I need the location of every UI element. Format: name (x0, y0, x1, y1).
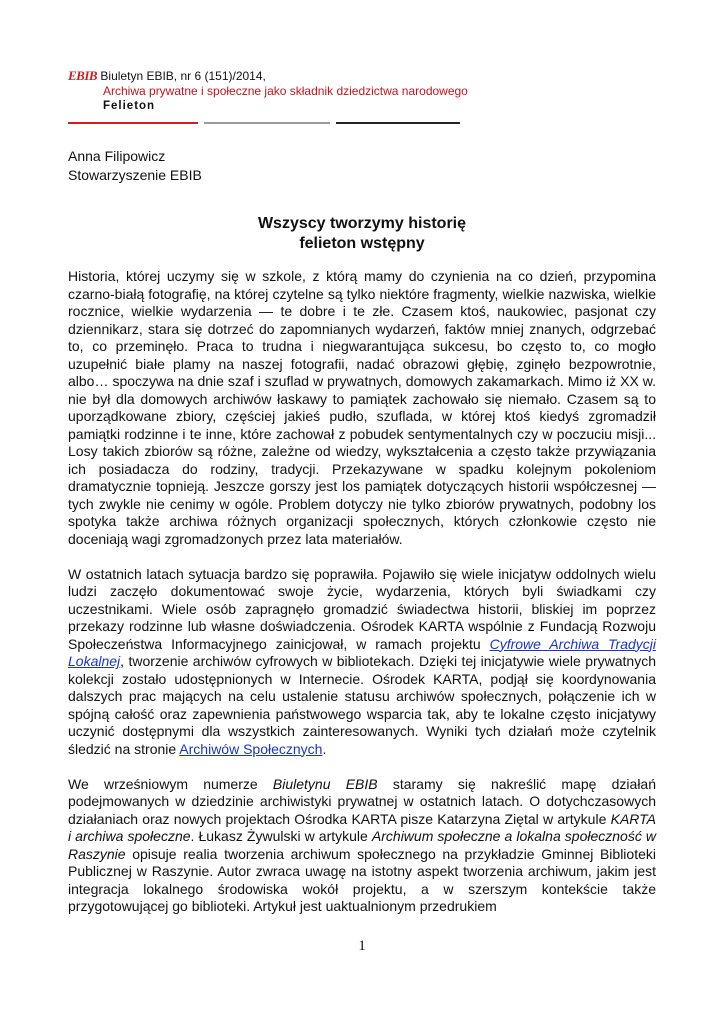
ebib-logo: EBIB (68, 68, 98, 83)
article-title (0, 214, 724, 254)
title-line1: Wszyscy tworzymy historię (257, 215, 467, 232)
article-body (68, 268, 656, 933)
section-label: Felieton (103, 100, 156, 112)
author-affiliation: Stowarzyszenie EBIB (68, 167, 202, 183)
header-rule-dark (336, 122, 460, 124)
link-cyfrowe-archiwa[interactable]: Cyfrowe Archiwa Tradycji Lokalnej (68, 635, 656, 669)
bulletin-issue: Biuletyn EBIB, nr 6 (151)/2014, (100, 69, 266, 83)
title-line2: felieton wstępny (299, 235, 425, 252)
paragraph-1: Historia, której uczymy się w szkole, z którą mamy do czynienia na co dzień, przypomina czarno-białą fotografię, na której czytelne są tylko niektóre fragmenty, wielkie nazwiska, wielkie rocznice, wielkie wydarzenia — te dobre i te złe. Czasem ktoś, naukowiec, pasjonat czy dziennikarz, stara się dotrzeć do zapomnianych wydarzeń, faktów mniej znanych, odgrzebać to, co przeminęło. Praca to trudna i niegwarantująca sukcesu, bo często to, co mogło uzupełnić białe plamy na naszej fotografii, nadać obrazowi głębię, zginęło bezpowrotnie, albo… spoczywa na dnie szaf i szuflad w prywatnych, domowych zakamarkach. Mimo iż XX w. nie był dla domowych archiwów łaskawy to pamiątek zachowało się niemało. Czasem są to uporządkowane zbiory, częściej jakieś pudło, szuflada, w której ktoś kiedyś zgromadził pamiątki rodzinne i te inne, które zachował z pobudek sentymentalnych czy w poczuciu misji... Losy takich zbiorów są różne, zależne od wiedzy, wykształcenia a często także przywiązania ich posiadacza do rodziny, tradycji. Przekazywane w spadku kolejnym pokoleniom dramatycznie topnieją. Jeszcze gorszy jest los pamiątek dotyczących historii współczesnej — tych zwykle nie cenimy w ogóle. Problem dotyczy nie tylko zbiorów prywatnych, podobny los spotyka także archiwa różnych organizacji społecznych, których członkowie często nie doceniają wagi zgromadzonych przez lata materiałów. (68, 268, 656, 547)
header-line1 (68, 68, 668, 84)
header-rule-red (68, 122, 198, 124)
document-header (68, 68, 668, 114)
paragraph-2: W ostatnich latach sytuacja bardzo się poprawiła. Pojawiło się wiele inicjatyw oddolnych wielu ludzi zaczęło dokumentować swoje życie, wydarzenia, których byli świadkami czy uczestnikami. Wiele osób zapragnęło gromadzić świadectwa historii, bliskiej im poprzez przekazy rodzinne lub własne doświadczenia. Ośrodek KARTA wspólnie z Fundacją Rozwoju Społeczeństwa Informacyjnego zainicjował, w ramach projektu Cyfrowe Archiwa Tradycji Lokalnej, tworzenie archiwów cyfrowych w bibliotekach. Dzięki tej inicjatywie wiele prywatnych kolekcji zostało udostępnionych w Internecie. Ośrodek KARTA, podjął się koordynowania dalszych prac mających na celu ustalenie statusu archiwów społecznych, połączenie ich w spójną całość oraz zapewnienia państwowego wsparcia tak, aby te lokalne często inicjatywy uczynić dostępnymi dla wszystkich zainteresowanych. Wyniki tych działań może czytelnik śledzić na stronie Archiwów Społecznych. (68, 565, 656, 757)
paragraph-3: We wrześniowym numerze Biuletynu EBIB staramy się nakreślić mapę działań podejmowanych w dziedzinie archiwistyki prywatnej w ostatnich latach. O dotychczasowych działaniach oraz nowych projektach Ośrodka KARTA pisze Katarzyna Ziętal w artykule KARTA i archiwa społeczne. Łukasz Żywulski w artykule Archiwum społeczne a lokalna społeczność w Raszynie opisuje realia tworzenia archiwum społecznego na przykładzie Gminnej Biblioteki Publicznej w Raszynie. Autor zwraca uwagę na istotny aspekt tworzenia archiwum, jakim jest integracja lokalnego środowiska wokół projektu, a w szerszym kontekście także przygotowującej go biblioteki. Artykuł jest uaktualnionym przedrukiem (68, 775, 657, 914)
link-archiwow-spolecznych[interactable]: Archiwów Społecznych (179, 740, 323, 757)
issue-subtitle: Archiwa prywatne i społeczne jako składnik dziedzictwa narodowego (103, 84, 468, 98)
author-block (68, 147, 202, 185)
header-rule-gray (204, 122, 330, 124)
author-name: Anna Filipowicz (68, 148, 166, 164)
page-number: 1 (358, 938, 366, 954)
